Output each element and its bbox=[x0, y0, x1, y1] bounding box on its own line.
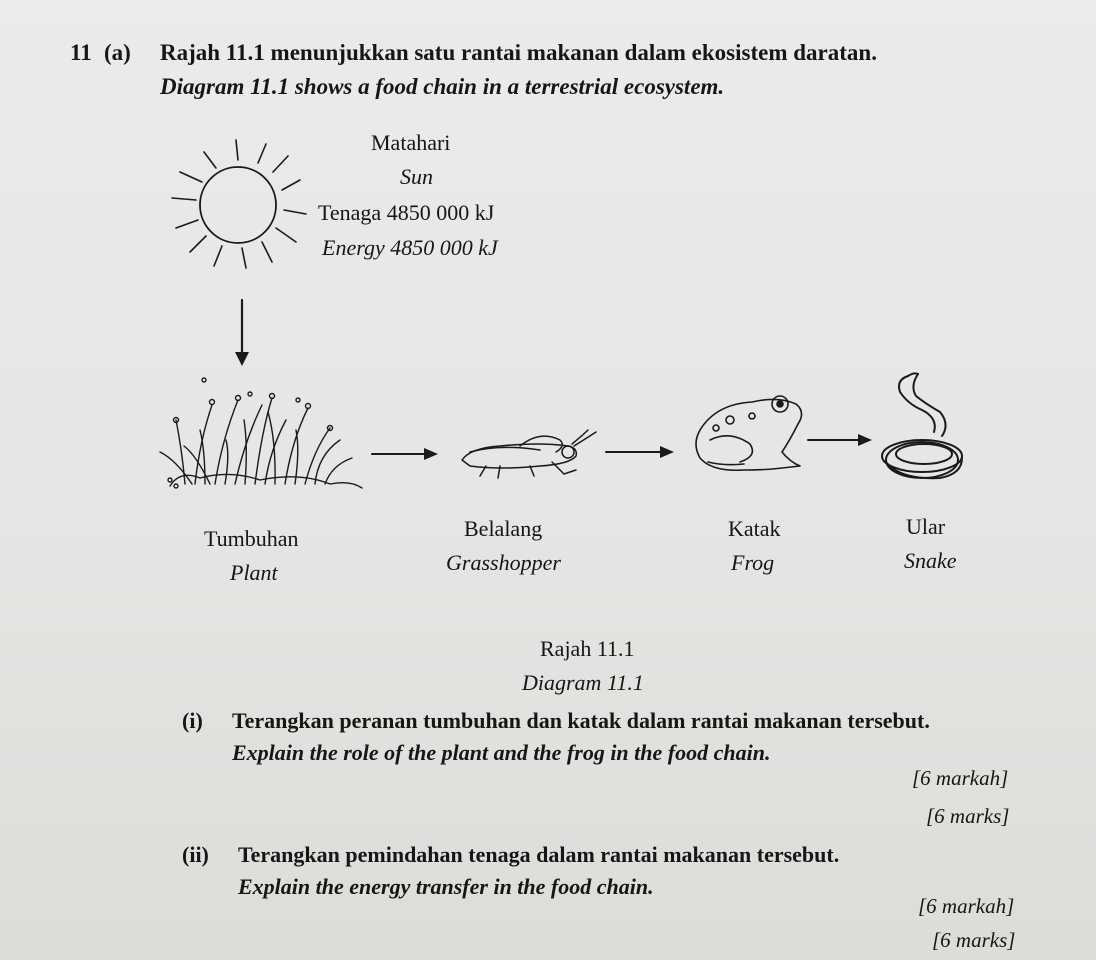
plant-to-grasshopper-arrow bbox=[372, 448, 438, 460]
energy-label-en: Energy 4850 000 kJ bbox=[322, 235, 498, 260]
grasshopper-label-ms: Belalang bbox=[464, 516, 543, 541]
diagram-caption-en: Diagram 11.1 bbox=[522, 670, 644, 695]
plant-label-ms: Tumbuhan bbox=[204, 526, 299, 551]
frog-icon bbox=[696, 396, 802, 470]
energy-label-ms: Tenaga 4850 000 kJ bbox=[318, 200, 495, 225]
diagram-caption-ms: Rajah 11.1 bbox=[540, 636, 635, 661]
plant-icon bbox=[160, 378, 362, 488]
frog-label-en: Frog bbox=[731, 550, 775, 575]
snake-label-en: Snake bbox=[904, 548, 957, 573]
subq-1-label: (i) bbox=[182, 708, 203, 733]
snake-label-ms: Ular bbox=[906, 514, 946, 539]
frog-label-ms: Katak bbox=[728, 516, 781, 541]
grasshopper-icon bbox=[462, 430, 596, 478]
snake-icon bbox=[882, 373, 962, 478]
subq-1-marks-en: [6 marks] bbox=[926, 804, 1010, 828]
question-number: 11 bbox=[70, 40, 92, 65]
question-part: (a) bbox=[104, 40, 131, 65]
subq-1-text-en: Explain the role of the plant and the frog in the food chain. bbox=[232, 740, 771, 765]
question-intro-ms: Rajah 11.1 menunjukkan satu rantai makanan dalam ekosistem daratan. bbox=[160, 40, 877, 65]
sun-label-en: Sun bbox=[400, 164, 433, 189]
plant-label-en: Plant bbox=[230, 560, 278, 585]
subq-2-marks-ms: [6 markah] bbox=[918, 894, 1015, 918]
subq-1-marks-ms: [6 markah] bbox=[912, 766, 1009, 790]
sun-to-plant-arrow bbox=[235, 300, 249, 366]
subq-2-label: (ii) bbox=[182, 842, 209, 867]
frog-to-snake-arrow bbox=[808, 434, 872, 446]
subq-2-marks-en: [6 marks] bbox=[932, 928, 1016, 952]
grasshopper-to-frog-arrow bbox=[606, 446, 674, 458]
question-intro-en: Diagram 11.1 shows a food chain in a terrestrial ecosystem. bbox=[160, 74, 725, 99]
sun-label-ms: Matahari bbox=[371, 130, 451, 155]
subq-2-text-ms: Terangkan pemindahan tenaga dalam rantai makanan tersebut. bbox=[238, 842, 840, 867]
subq-1-text-ms: Terangkan peranan tumbuhan dan katak dalam rantai makanan tersebut. bbox=[232, 708, 930, 733]
sun-icon bbox=[172, 140, 306, 268]
subq-2-text-en: Explain the energy transfer in the food chain. bbox=[238, 874, 654, 899]
grasshopper-label-en: Grasshopper bbox=[446, 550, 561, 575]
